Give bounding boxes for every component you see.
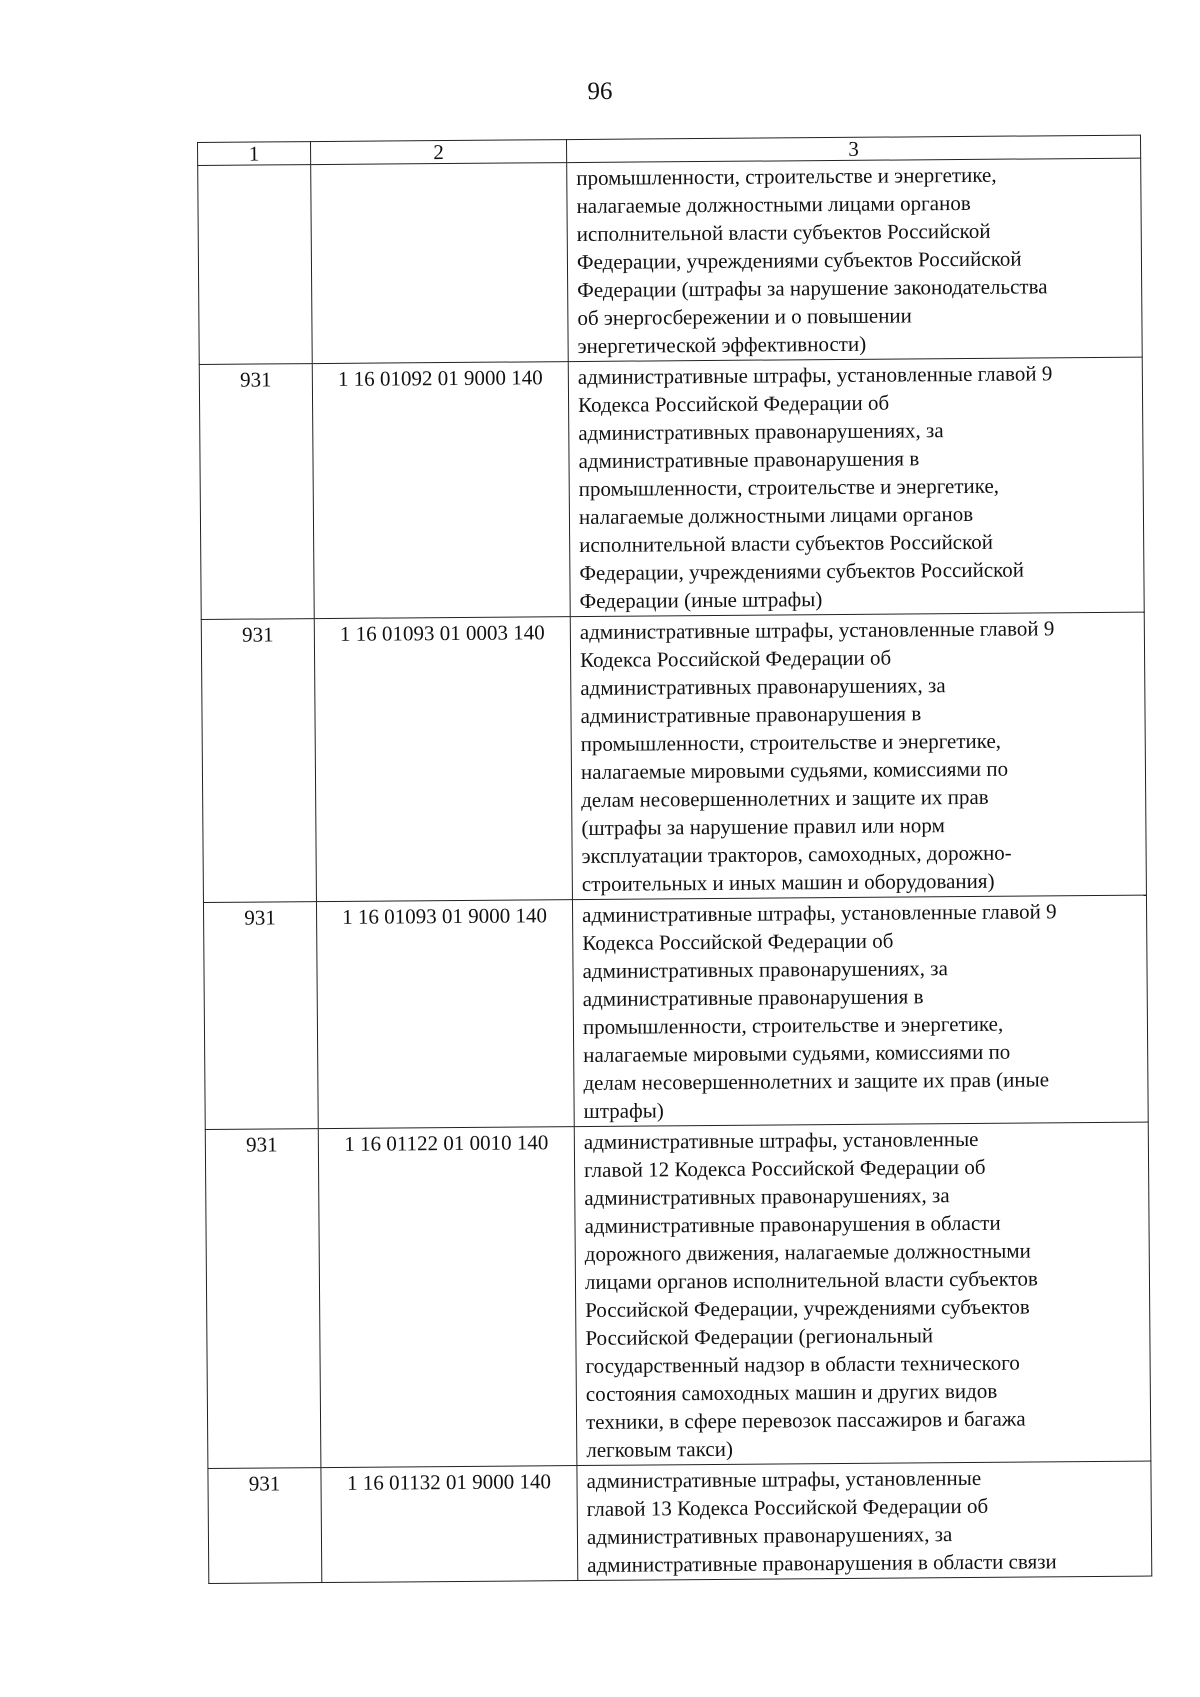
- description-line: административные правонарушения в области связи: [587, 1549, 1057, 1577]
- description-cell: [570, 612, 1146, 899]
- budget-code-table: [197, 135, 1152, 1584]
- description-line: легковым такси): [586, 1436, 733, 1462]
- description-line: административные правонарушения в: [578, 446, 920, 474]
- table-body: [198, 158, 1152, 1583]
- description-line: Федерации, учреждениями субъектов Российской: [579, 557, 1025, 586]
- description-line: состояния самоходных машин и других видов: [585, 1378, 998, 1406]
- budget-code-table-container: [197, 135, 1151, 1584]
- column-header-2: 2: [311, 140, 567, 165]
- description-line: административных правонарушениях, за: [578, 418, 944, 446]
- description-line: налагаемые мировыми судьями, комиссиями по: [583, 1039, 1011, 1067]
- description-line: лицами органов исполнительной власти субъектов: [584, 1266, 1038, 1294]
- table-row: [201, 612, 1146, 902]
- description-line: строительных и иных машин и оборудования): [581, 868, 995, 896]
- table-row: [198, 158, 1143, 364]
- table-row: [208, 1461, 1152, 1583]
- description-line: административные штрафы, установленные: [583, 1126, 979, 1154]
- description-line: исполнительной власти субъектов Российской: [576, 218, 991, 247]
- budget-classification-code-cell: 1 16 01092 01 9000 140: [312, 362, 570, 619]
- description-line: промышленности, строительстве и энергетике,: [580, 728, 1002, 757]
- description-line: налагаемые должностными лицами органов: [578, 501, 974, 530]
- description-cell: [567, 158, 1143, 362]
- description-line: Кодекса Российской Федерации об: [579, 645, 892, 673]
- description-line: административные штрафы, установленные: [586, 1465, 982, 1493]
- column-header-1: 1: [198, 142, 311, 166]
- admin-code-cell: 931: [203, 902, 318, 1130]
- description-line: административные правонарушения в: [580, 701, 922, 729]
- description-line: административные правонарушения в: [582, 984, 924, 1011]
- budget-classification-code-cell: 1 16 01093 01 9000 140: [316, 900, 574, 1129]
- description-line: эксплуатации тракторов, самоходных, дорожно-: [581, 840, 1012, 869]
- description-line: административные правонарушения в области: [584, 1210, 1001, 1238]
- column-header-3: 3: [566, 135, 1140, 163]
- description-line: Кодекса Российской Федерации об: [577, 390, 890, 418]
- description-cell: [577, 1461, 1152, 1581]
- table-row: [199, 357, 1144, 619]
- description-line: об энергосбережении и о повышении: [577, 303, 912, 331]
- description-line: налагаемые должностными лицами органов: [576, 190, 971, 219]
- description-line: дорожного движения, налагаемые должностными: [584, 1238, 1031, 1266]
- budget-classification-code-cell: 1 16 01093 01 0003 140: [314, 617, 572, 902]
- table-row: [205, 1122, 1151, 1468]
- description-line: делам несовершеннолетних и защите их прав (иные: [583, 1067, 1050, 1095]
- description-line: (штрафы за нарушение правил или норм: [581, 813, 945, 841]
- description-line: главой 12 Кодекса Российской Федерации об: [583, 1154, 986, 1182]
- description-line: Кодекса Российской Федерации об: [582, 928, 894, 955]
- description-line: исполнительной власти субъектов Российской: [579, 529, 994, 558]
- admin-code-cell: 931: [199, 364, 314, 620]
- description-line: Федерации, учреждениями субъектов Российской: [576, 246, 1022, 275]
- budget-classification-code-cell: 1 16 01122 01 0010 140: [318, 1127, 577, 1468]
- description-line: делам несовершеннолетних и защите их прав: [581, 784, 989, 813]
- description-line: административные штрафы, установленные главой 9: [577, 361, 1053, 390]
- description-line: промышленности, строительстве и энергетике,: [576, 162, 997, 191]
- admin-code-cell: 931: [201, 619, 316, 903]
- budget-classification-code-cell: 1 16 01132 01 9000 140: [321, 1466, 578, 1583]
- table-row: [203, 895, 1148, 1129]
- description-line: административных правонарушениях, за: [586, 1522, 953, 1549]
- description-line: техники, в сфере перевозок пассажиров и багажа: [585, 1406, 1026, 1434]
- description-line: административных правонарушениях, за: [582, 956, 948, 983]
- description-line: налагаемые мировыми судьями, комиссиями по: [580, 756, 1009, 785]
- description-line: Федерации (штрафы за нарушение законодательства: [577, 274, 1048, 303]
- description-line: Российской Федерации (региональный: [585, 1323, 934, 1350]
- description-cell: [568, 357, 1144, 617]
- description-line: промышленности, строительстве и энергетике,: [578, 473, 1000, 502]
- admin-code-cell: 931: [205, 1129, 321, 1469]
- description-line: промышленности, строительстве и энергетике,: [582, 1011, 1004, 1039]
- page-number: 96: [587, 77, 613, 106]
- description-cell: [572, 895, 1148, 1127]
- description-line: Федерации (иные штрафы): [579, 587, 823, 614]
- description-line: государственный надзор в области технического: [585, 1350, 1020, 1378]
- admin-code-cell: [198, 165, 313, 365]
- description-cell: [574, 1122, 1151, 1465]
- description-line: административных правонарушениях, за: [580, 673, 946, 701]
- description-line: административных правонарушениях, за: [584, 1183, 950, 1210]
- description-line: административные штрафы, установленные главой 9: [579, 616, 1055, 645]
- description-line: Российской Федерации, учреждениями субъектов: [585, 1294, 1030, 1322]
- description-line: административные штрафы, установленные главой 9: [581, 899, 1057, 927]
- admin-code-cell: 931: [208, 1468, 322, 1584]
- description-line: энергетической эффективности): [577, 331, 867, 359]
- description-line: главой 13 Кодекса Российской Федерации об: [586, 1493, 989, 1521]
- budget-classification-code-cell: [311, 163, 569, 364]
- description-line: штрафы): [583, 1098, 664, 1123]
